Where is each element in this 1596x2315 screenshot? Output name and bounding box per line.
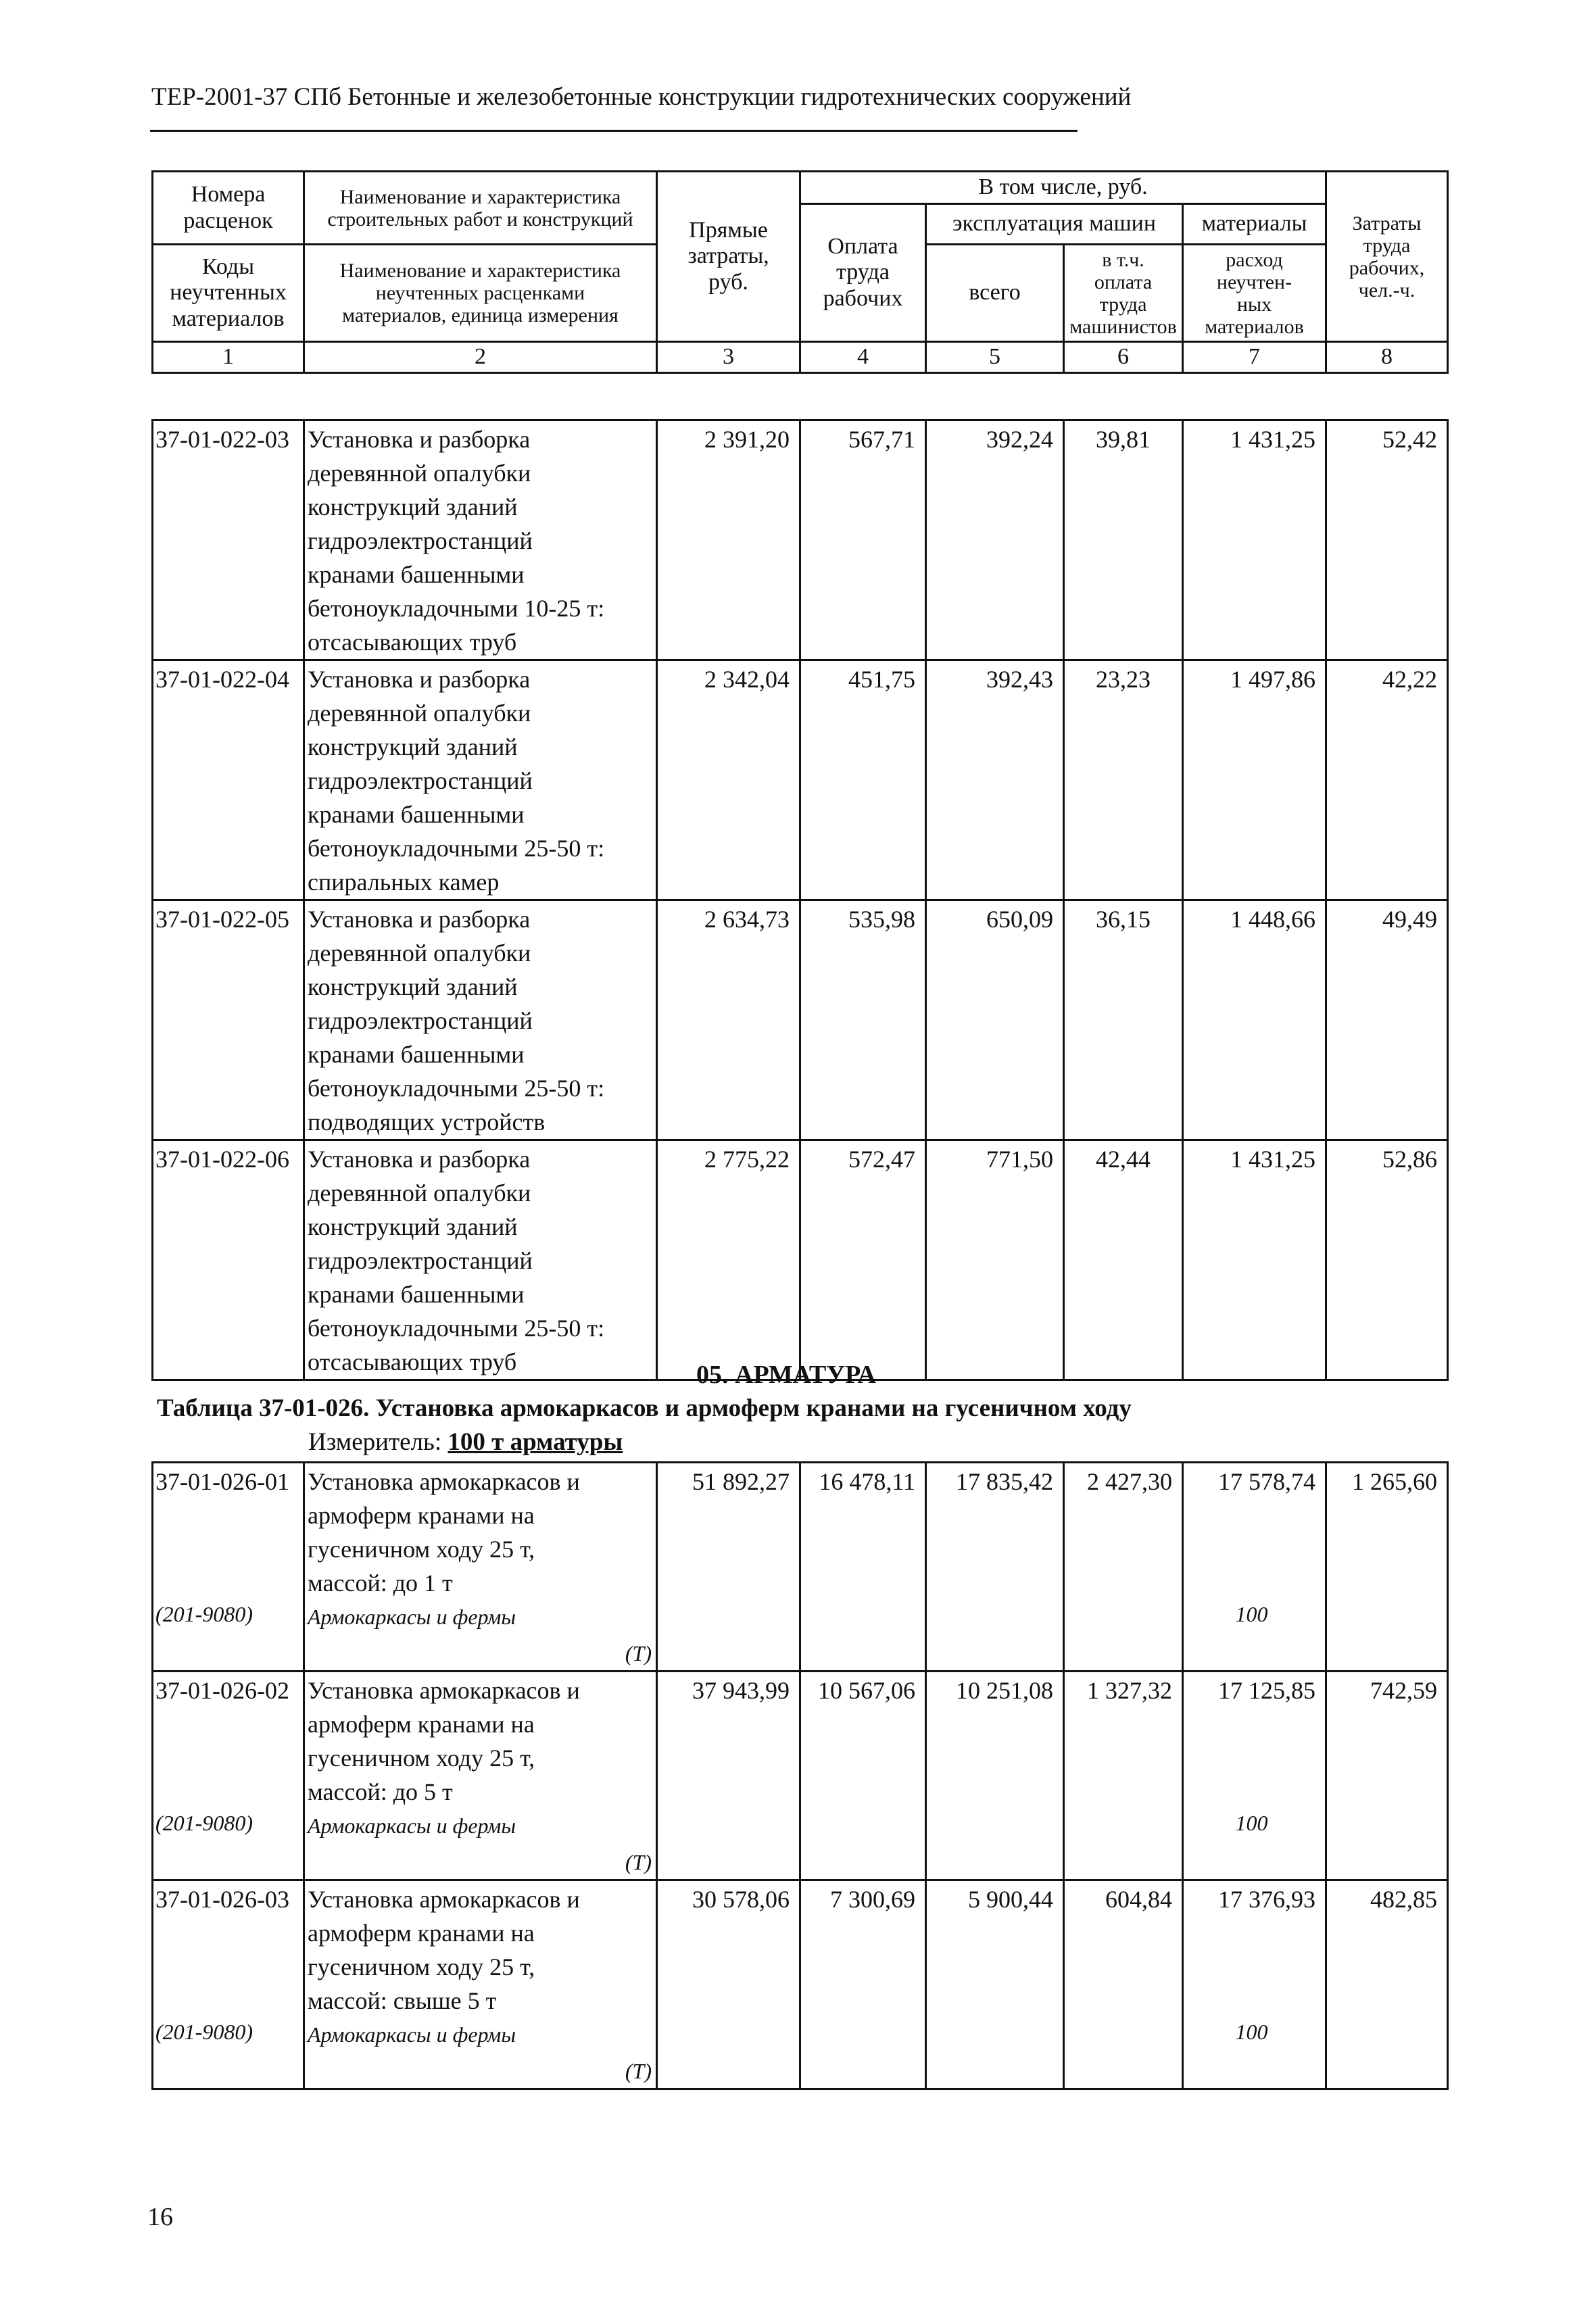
description-line: гидроэлектростанций xyxy=(308,527,533,554)
col-number-6: 6 xyxy=(1064,342,1183,373)
value-c6: 23,23 xyxy=(1064,660,1183,900)
material-name: Армокаркасы и фермы xyxy=(308,2022,516,2047)
spacer xyxy=(1188,1916,1315,2015)
value-c4: 10 567,06 xyxy=(800,1672,926,1880)
value-c5: 5 900,44 xyxy=(926,1880,1064,2089)
description-line: отсасывающих труб xyxy=(308,629,517,656)
description-line: кранами башенными xyxy=(308,1041,525,1068)
table-row xyxy=(153,1463,1448,1672)
value-c7-number: 17 125,85 xyxy=(1218,1677,1315,1704)
value-c8: 52,42 xyxy=(1326,420,1448,660)
value-c4: 567,71 xyxy=(800,420,926,660)
value-c8: 42,22 xyxy=(1326,660,1448,900)
description-line: Установка и разборка xyxy=(308,426,531,453)
description-line: армоферм кранами на xyxy=(308,1502,535,1529)
description-line: Установка армокаркасов и xyxy=(308,1468,580,1495)
rate-description xyxy=(304,420,657,660)
value-c7: 1 431,25 xyxy=(1183,1140,1326,1380)
header-rule xyxy=(150,130,1078,132)
col-number-2: 2 xyxy=(304,342,657,373)
description-line: бетоноукладочными 25-50 т: xyxy=(308,835,605,862)
rate-description xyxy=(304,1140,657,1380)
description-line: бетоноукладочными 25-50 т: xyxy=(308,1075,605,1102)
material-type-mark: (Т) xyxy=(625,2059,652,2083)
value-c3: 51 892,27 xyxy=(657,1463,800,1672)
description-line: Установка и разборка xyxy=(308,666,531,693)
value-c5: 650,09 xyxy=(926,900,1064,1140)
material-name: Армокаркасы и фермы xyxy=(308,1605,516,1629)
description-line: массой: до 1 т xyxy=(308,1569,453,1597)
description-line: кранами башенными xyxy=(308,561,525,588)
description-line: отсасывающих труб xyxy=(308,1348,517,1375)
rates-table-reinforcement xyxy=(151,1461,1449,2090)
measure-label: Измеритель: xyxy=(308,1428,448,1456)
spacer xyxy=(155,1498,299,1597)
col1-bottom-header: Коды неучтенных материалов xyxy=(153,245,304,342)
value-c7: 1 448,66 xyxy=(1183,900,1326,1140)
col7-header: расход неучтен- ных материалов xyxy=(1183,245,1326,342)
machines-header: эксплуатация машин xyxy=(926,204,1183,245)
description-line: конструкций зданий xyxy=(308,733,518,760)
value-c6: 36,15 xyxy=(1064,900,1183,1140)
materials-header: материалы xyxy=(1183,204,1326,245)
col-number-8: 8 xyxy=(1326,342,1448,373)
description-line: армоферм кранами на xyxy=(308,1920,535,1947)
description-line: Установка армокаркасов и xyxy=(308,1677,580,1704)
value-c5: 392,24 xyxy=(926,420,1064,660)
value-c3: 2 634,73 xyxy=(657,900,800,1140)
rate-code: 37-01-022-04 xyxy=(153,660,304,900)
description-line: кранами башенными xyxy=(308,1281,525,1308)
rate-description xyxy=(304,660,657,900)
value-c4: 16 478,11 xyxy=(800,1463,926,1672)
col2-top-header: Наименование и характеристика строительных работ и конструкций xyxy=(304,172,657,245)
description-line: деревянной опалубки xyxy=(308,460,531,487)
table-row xyxy=(153,1880,1448,2089)
value-c6: 604,84 xyxy=(1064,1880,1183,2089)
description-line: Установка армокаркасов и xyxy=(308,1886,580,1913)
description-line: бетоноукладочными 25-50 т: xyxy=(308,1315,605,1342)
rate-description xyxy=(304,900,657,1140)
material-code: (201-9080) xyxy=(155,1811,253,1835)
description-line: бетоноукладочными 10-25 т: xyxy=(308,595,605,622)
value-c4: 535,98 xyxy=(800,900,926,1140)
col6-header: в т.ч. оплата труда машинистов xyxy=(1064,245,1183,342)
col2-bottom-header: Наименование и характеристика неучтенных расценками материалов, единица измерения xyxy=(304,245,657,342)
table-row xyxy=(153,900,1448,1140)
value-c4: 451,75 xyxy=(800,660,926,900)
rate-code-value: 37-01-026-01 xyxy=(155,1468,289,1495)
material-code: (201-9080) xyxy=(155,1602,253,1626)
value-c8: 52,86 xyxy=(1326,1140,1448,1380)
value-c8: 49,49 xyxy=(1326,900,1448,1140)
value-c5: 17 835,42 xyxy=(926,1463,1064,1672)
rate-code-value: 37-01-026-03 xyxy=(155,1886,289,1913)
material-quantity: 100 xyxy=(1235,1602,1268,1626)
value-c5: 771,50 xyxy=(926,1140,1064,1380)
rate-code: 37-01-022-06 xyxy=(153,1140,304,1380)
rate-code-value: 37-01-026-02 xyxy=(155,1677,289,1704)
value-c5: 10 251,08 xyxy=(926,1672,1064,1880)
value-c3: 2 775,22 xyxy=(657,1140,800,1380)
description-line: деревянной опалубки xyxy=(308,1179,531,1207)
material-code: (201-9080) xyxy=(155,2020,253,2044)
value-c7: 1 431,25 xyxy=(1183,420,1326,660)
description-line: кранами башенными xyxy=(308,801,525,828)
material-type-mark: (Т) xyxy=(625,1641,652,1665)
value-c7 xyxy=(1183,1672,1326,1880)
col8-header: Затраты труда рабочих, чел.-ч. xyxy=(1326,172,1448,342)
in-total-header: В том числе, руб. xyxy=(800,172,1326,204)
spacer xyxy=(155,1916,299,2015)
value-c8: 482,85 xyxy=(1326,1880,1448,2089)
value-c3: 30 578,06 xyxy=(657,1880,800,2089)
table-row xyxy=(153,1672,1448,1880)
value-c7 xyxy=(1183,1880,1326,2089)
value-c8: 742,59 xyxy=(1326,1672,1448,1880)
description-line: деревянной опалубки xyxy=(308,940,531,967)
material-quantity: 100 xyxy=(1235,1811,1268,1835)
description-line: Установка и разборка xyxy=(308,1146,531,1173)
col-number-1: 1 xyxy=(153,342,304,373)
page-header-title: ТЕР-2001-37 СПб Бетонные и железобетонные конструкции гидротехнических сооружений xyxy=(151,83,1132,111)
table-row xyxy=(153,660,1448,900)
description-line: деревянной опалубки xyxy=(308,700,531,727)
col3-header: Прямые затраты, руб. xyxy=(657,172,800,342)
table-row xyxy=(153,420,1448,660)
measure-line xyxy=(308,1428,623,1457)
col-number-5: 5 xyxy=(926,342,1064,373)
rate-code: 37-01-022-05 xyxy=(153,900,304,1140)
spacer xyxy=(1188,1707,1315,1806)
table-title: Таблица 37-01-026. Установка армокаркасов и армоферм кранами на гусеничном ходу xyxy=(157,1394,1132,1422)
rates-table-formwork xyxy=(151,419,1449,1381)
rate-code xyxy=(153,1463,304,1672)
description-line: гидроэлектростанций xyxy=(308,1247,533,1274)
description-line: гусеничном ходу 25 т, xyxy=(308,1953,535,1980)
value-c3: 2 342,04 xyxy=(657,660,800,900)
description-line: армоферм кранами на xyxy=(308,1711,535,1738)
description-line: гидроэлектростанций xyxy=(308,1007,533,1034)
spacer xyxy=(1188,1498,1315,1597)
description-line: гидроэлектростанций xyxy=(308,767,533,794)
col-number-7: 7 xyxy=(1183,342,1326,373)
value-c6: 2 427,30 xyxy=(1064,1463,1183,1672)
col-number-3: 3 xyxy=(657,342,800,373)
value-c7-number: 17 578,74 xyxy=(1218,1468,1315,1495)
material-quantity: 100 xyxy=(1235,2020,1268,2044)
description-line: конструкций зданий xyxy=(308,973,518,1000)
value-c7-number: 17 376,93 xyxy=(1218,1886,1315,1913)
material-name: Армокаркасы и фермы xyxy=(308,1813,516,1838)
value-c4: 7 300,69 xyxy=(800,1880,926,2089)
description-line: подводящих устройств xyxy=(308,1108,546,1136)
value-c3: 37 943,99 xyxy=(657,1672,800,1880)
table-row xyxy=(153,1140,1448,1380)
section-title: 05. АРМАТУРА xyxy=(696,1361,876,1389)
value-c4: 572,47 xyxy=(800,1140,926,1380)
value-c6: 1 327,32 xyxy=(1064,1672,1183,1880)
description-line: гусеничном ходу 25 т, xyxy=(308,1745,535,1772)
col1-top-header: Номера расценок xyxy=(153,172,304,245)
material-type-mark: (Т) xyxy=(625,1850,652,1874)
page-number: 16 xyxy=(147,2203,173,2231)
description-line: спиральных камер xyxy=(308,869,500,896)
value-c7: 1 497,86 xyxy=(1183,660,1326,900)
col-number-4: 4 xyxy=(800,342,926,373)
value-c8: 1 265,60 xyxy=(1326,1463,1448,1672)
description-line: конструкций зданий xyxy=(308,1213,518,1240)
rate-code: 37-01-022-03 xyxy=(153,420,304,660)
rate-description xyxy=(304,1880,657,2089)
rate-code xyxy=(153,1672,304,1880)
description-line: массой: до 5 т xyxy=(308,1778,453,1805)
measure-value: 100 т арматуры xyxy=(448,1428,623,1456)
col4-header: Оплата труда рабочих xyxy=(800,204,926,342)
value-c6: 39,81 xyxy=(1064,420,1183,660)
rate-description xyxy=(304,1672,657,1880)
description-line: Установка и разборка xyxy=(308,906,531,933)
value-c6: 42,44 xyxy=(1064,1140,1183,1380)
description-line: гусеничном ходу 25 т, xyxy=(308,1536,535,1563)
spacer xyxy=(155,1707,299,1806)
value-c5: 392,43 xyxy=(926,660,1064,900)
value-c7 xyxy=(1183,1463,1326,1672)
value-c3: 2 391,20 xyxy=(657,420,800,660)
description-line: конструкций зданий xyxy=(308,493,518,520)
col5-header: всего xyxy=(926,245,1064,342)
column-header-table xyxy=(151,170,1449,374)
description-line: массой: свыше 5 т xyxy=(308,1987,497,2014)
rate-description xyxy=(304,1463,657,1672)
rate-code xyxy=(153,1880,304,2089)
